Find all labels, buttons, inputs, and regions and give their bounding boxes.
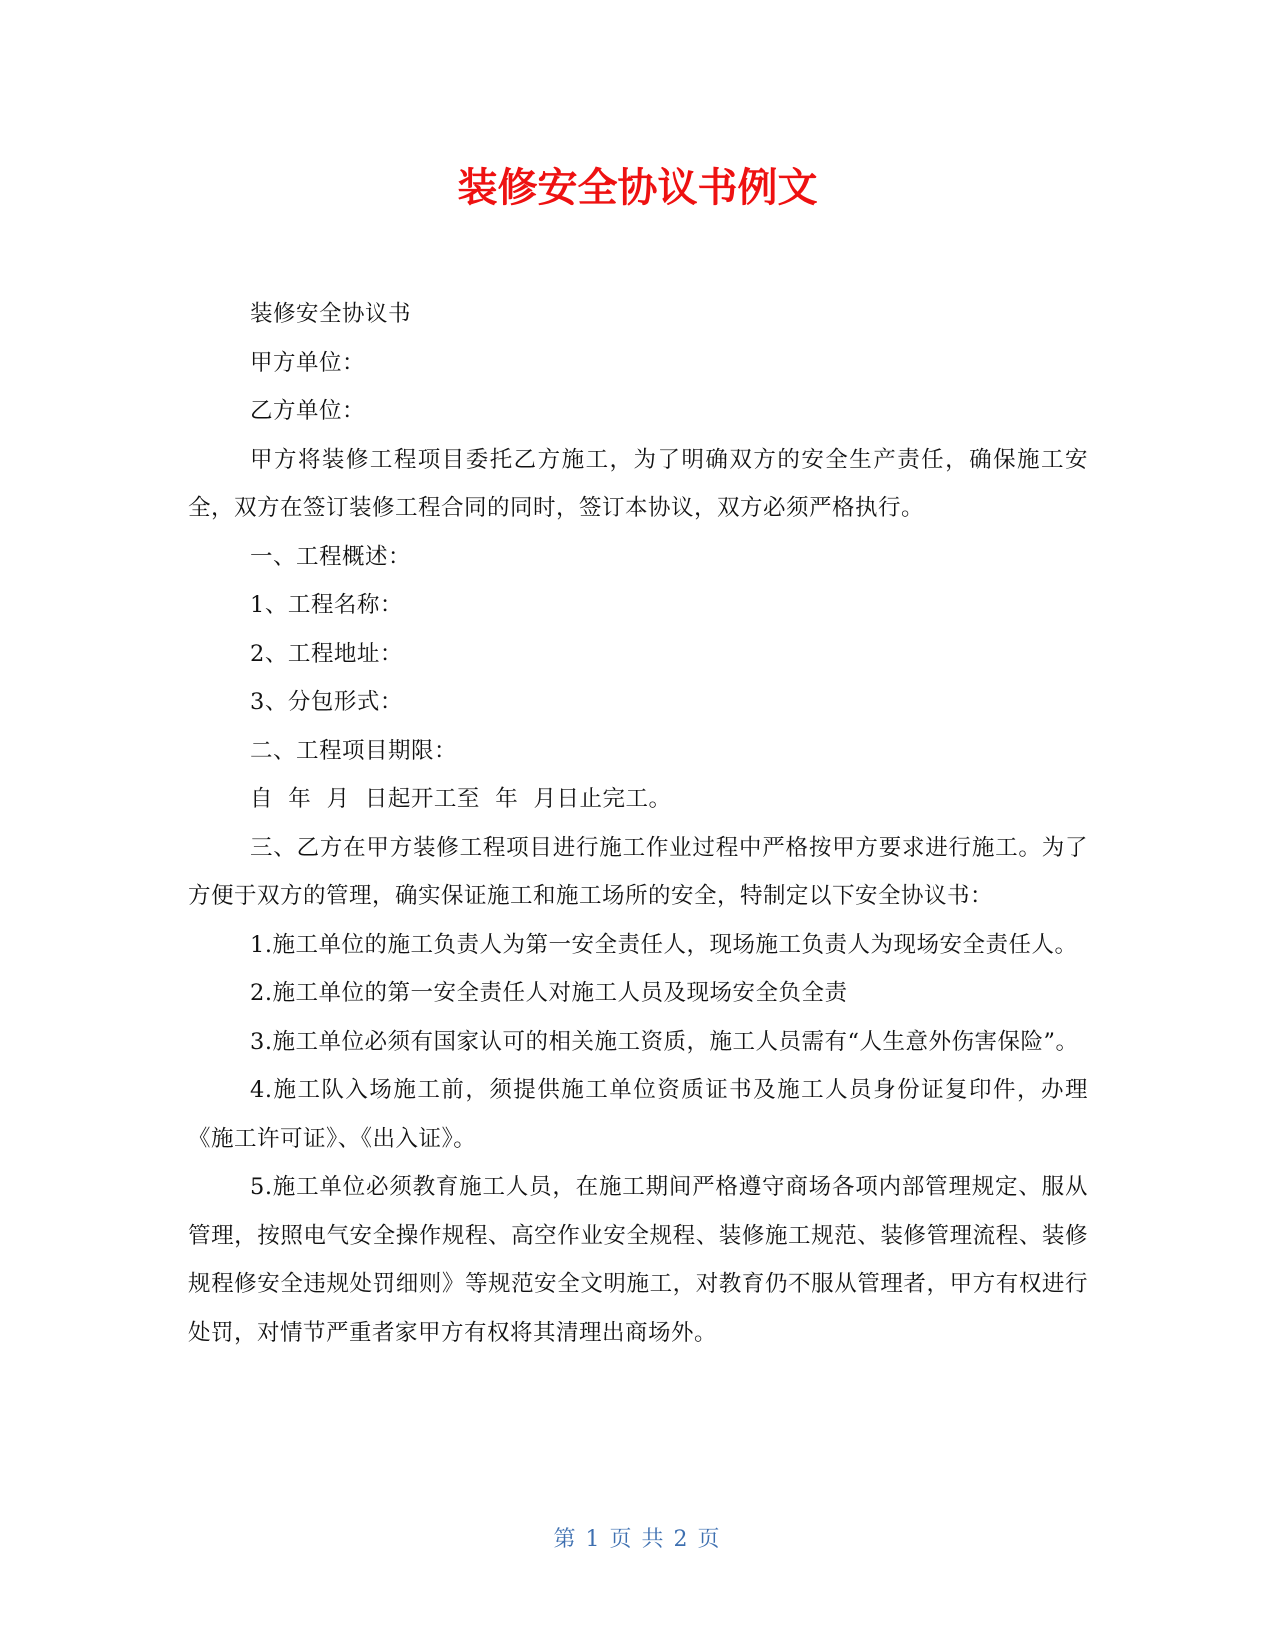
paragraph: 2.施工单位的第一安全责任人对施工人员及现场安全负全责 (250, 980, 848, 1006)
footer-total-prefix: 共 (641, 1527, 666, 1552)
paragraph: 二、工程项目期限： (250, 737, 458, 764)
paragraph: 装修安全协议书 (250, 301, 412, 327)
paragraph: 1、工程名称： (250, 592, 403, 618)
paragraph: 2、工程地址： (250, 640, 403, 667)
paragraph: 3、分包形式： (250, 689, 403, 715)
footer-total-pages: 2 (673, 1527, 690, 1552)
paragraph: 乙方单位： (250, 398, 366, 424)
footer-total-word: 页 (697, 1527, 722, 1552)
paragraph: 4.施工队入场施工前，须提供施工单位资质证书及施工人员身份证复印件，办理《施工许可证》、《出入证》。 (188, 1077, 1088, 1152)
footer-page-word: 页 (609, 1527, 634, 1552)
paragraph: 5.施工单位必须教育施工人员，在施工期间严格遵守商场各项内部管理规定、服从管理，按照电气安全操作规程、高空作业安全规程、装修施工规范、装修管理流程、装修规程修安全违规处罚细则》等规范安全文明施工，对教育仍不服从管理者，甲方有权进行处罚，对情节严重者家甲方有权将其清理出商场外。 (188, 1174, 1088, 1346)
footer-page-prefix: 第 (553, 1527, 578, 1552)
paragraph: 3.施工单位必须有国家认可的相关施工资质，施工人员需有“人生意外伤害保险”。 (250, 1028, 1079, 1055)
paragraph: 自 年 月 日起开工至 年 月日止完工。 (250, 786, 672, 812)
paragraph: 1.施工单位的施工负责人为第一安全责任人，现场施工负责人为现场安全责任人。 (250, 931, 1078, 958)
document-title: 装修安全协议书例文 (457, 165, 818, 211)
paragraph: 甲方将装修工程项目委托乙方施工，为了明确双方的安全生产责任，确保施工安全，双方在签订装修工程合同的同时，签订本协议，双方必须严格执行。 (188, 446, 1088, 521)
footer-current-page: 1 (585, 1527, 602, 1552)
document-body (188, 290, 1088, 1357)
paragraph: 一、工程概述： (250, 543, 412, 570)
paragraph: 甲方单位： (250, 349, 366, 376)
page-footer (0, 1525, 1275, 1555)
paragraph: 三、乙方在甲方装修工程项目进行施工作业过程中严格按甲方要求进行施工。为了方便于双方的管理，确实保证施工和施工场所的安全，特制定以下安全协议书： (188, 834, 1088, 909)
